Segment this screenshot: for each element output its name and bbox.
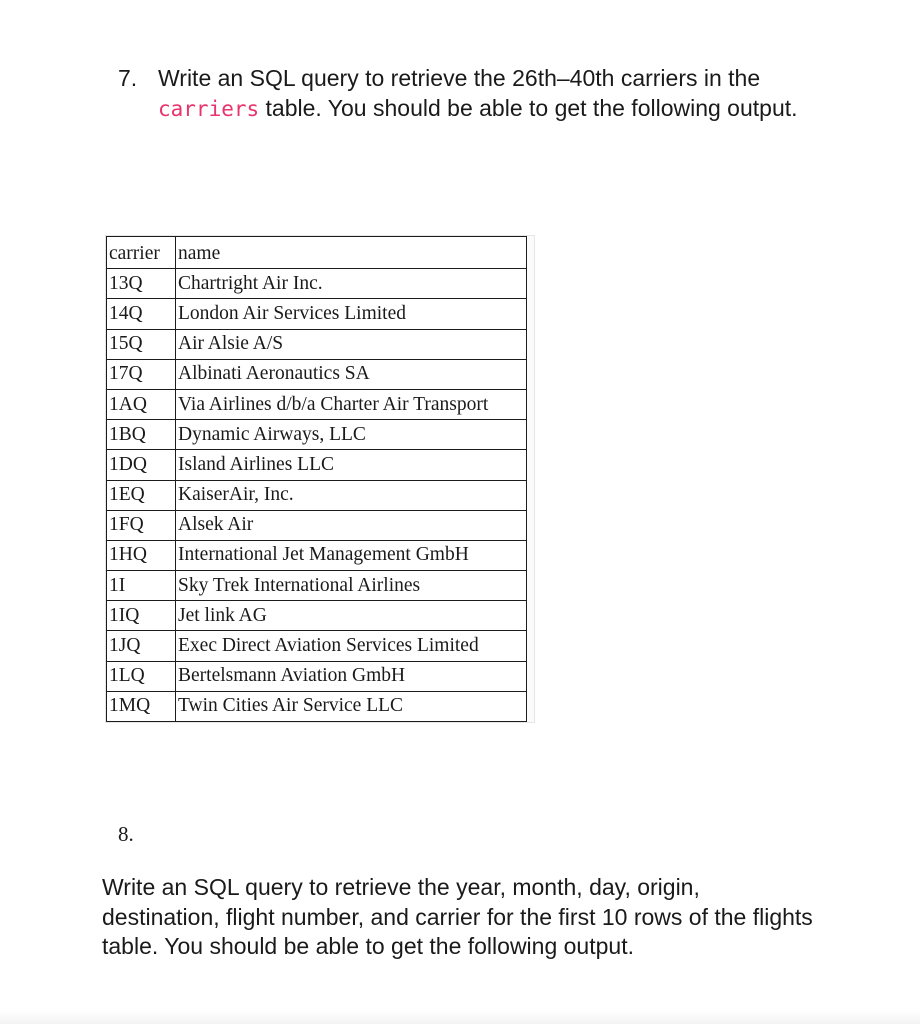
table-row: [107, 329, 527, 359]
table-row: [107, 510, 527, 540]
carrier-code-cell: 1IQ: [107, 601, 176, 631]
carrier-name-cell: Sky Trek International Airlines: [176, 571, 527, 601]
carrier-name-cell: Albinati Aeronautics SA: [176, 359, 527, 389]
table-row: [107, 299, 527, 329]
carriers-code: carriers: [158, 96, 260, 121]
carrier-name-cell: Bertelsmann Aviation GmbH: [176, 661, 527, 691]
table-row: [107, 631, 527, 661]
table-body: [107, 269, 527, 722]
carrier-name-cell: London Air Services Limited: [176, 299, 527, 329]
carriers-table: [106, 236, 527, 722]
carrier-code-cell: 14Q: [107, 299, 176, 329]
table-row: [107, 420, 527, 450]
table-row: [107, 691, 527, 721]
carrier-name-cell: Air Alsie A/S: [176, 329, 527, 359]
carrier-code-cell: 1JQ: [107, 631, 176, 661]
table-header-row: [107, 237, 527, 269]
carrier-code-cell: 1AQ: [107, 389, 176, 419]
table-row: [107, 389, 527, 419]
carrier-name-cell: Exec Direct Aviation Services Limited: [176, 631, 527, 661]
question-8-text: Write an SQL query to retrieve the year, month, day, origin, destination, flight number, and carrier for the first 10 rows of the flights table. You should be able to get the following output.: [102, 874, 813, 959]
column-header-carrier: carrier: [107, 237, 176, 269]
carriers-table-container: [106, 236, 534, 722]
carrier-code-cell: 1I: [107, 571, 176, 601]
table-row: [107, 450, 527, 480]
table-row: [107, 661, 527, 691]
carrier-name-cell: International Jet Management GmbH: [176, 540, 527, 570]
question-7-text-after: table. You should be able to get the following output.: [259, 94, 798, 121]
carrier-code-cell: 1DQ: [107, 450, 176, 480]
carrier-name-cell: Via Airlines d/b/a Charter Air Transport: [176, 389, 527, 419]
question-8-number: 8.: [118, 822, 134, 846]
column-header-name: name: [176, 237, 527, 269]
carrier-name-cell: Chartright Air Inc.: [176, 269, 527, 299]
table-row: [107, 601, 527, 631]
carrier-code-cell: 1LQ: [107, 661, 176, 691]
carrier-code-cell: 1HQ: [107, 540, 176, 570]
page-bottom-edge: [0, 1010, 920, 1024]
carrier-name-cell: Jet link AG: [176, 601, 527, 631]
carrier-name-cell: Island Airlines LLC: [176, 450, 527, 480]
table-row: [107, 540, 527, 570]
carrier-code-cell: 1EQ: [107, 480, 176, 510]
carrier-name-cell: Twin Cities Air Service LLC: [176, 691, 527, 721]
table-row: [107, 480, 527, 510]
carrier-name-cell: Dynamic Airways, LLC: [176, 420, 527, 450]
carrier-name-cell: Alsek Air: [176, 510, 527, 540]
question-7-text-before: Write an SQL query to retrieve the 26th–40th carriers in the: [158, 65, 761, 91]
carrier-code-cell: 1MQ: [107, 691, 176, 721]
table-row: [107, 269, 527, 299]
carrier-name-cell: KaiserAir, Inc.: [176, 480, 527, 510]
question-7-text: [158, 64, 838, 124]
carrier-code-cell: 13Q: [107, 269, 176, 299]
question-7-number: 7.: [118, 65, 138, 91]
carrier-code-cell: 15Q: [107, 329, 176, 359]
carrier-code-cell: 1FQ: [107, 510, 176, 540]
carrier-code-cell: 17Q: [107, 359, 176, 389]
carrier-code-cell: 1BQ: [107, 420, 176, 450]
table-row: [107, 571, 527, 601]
table-row: [107, 359, 527, 389]
